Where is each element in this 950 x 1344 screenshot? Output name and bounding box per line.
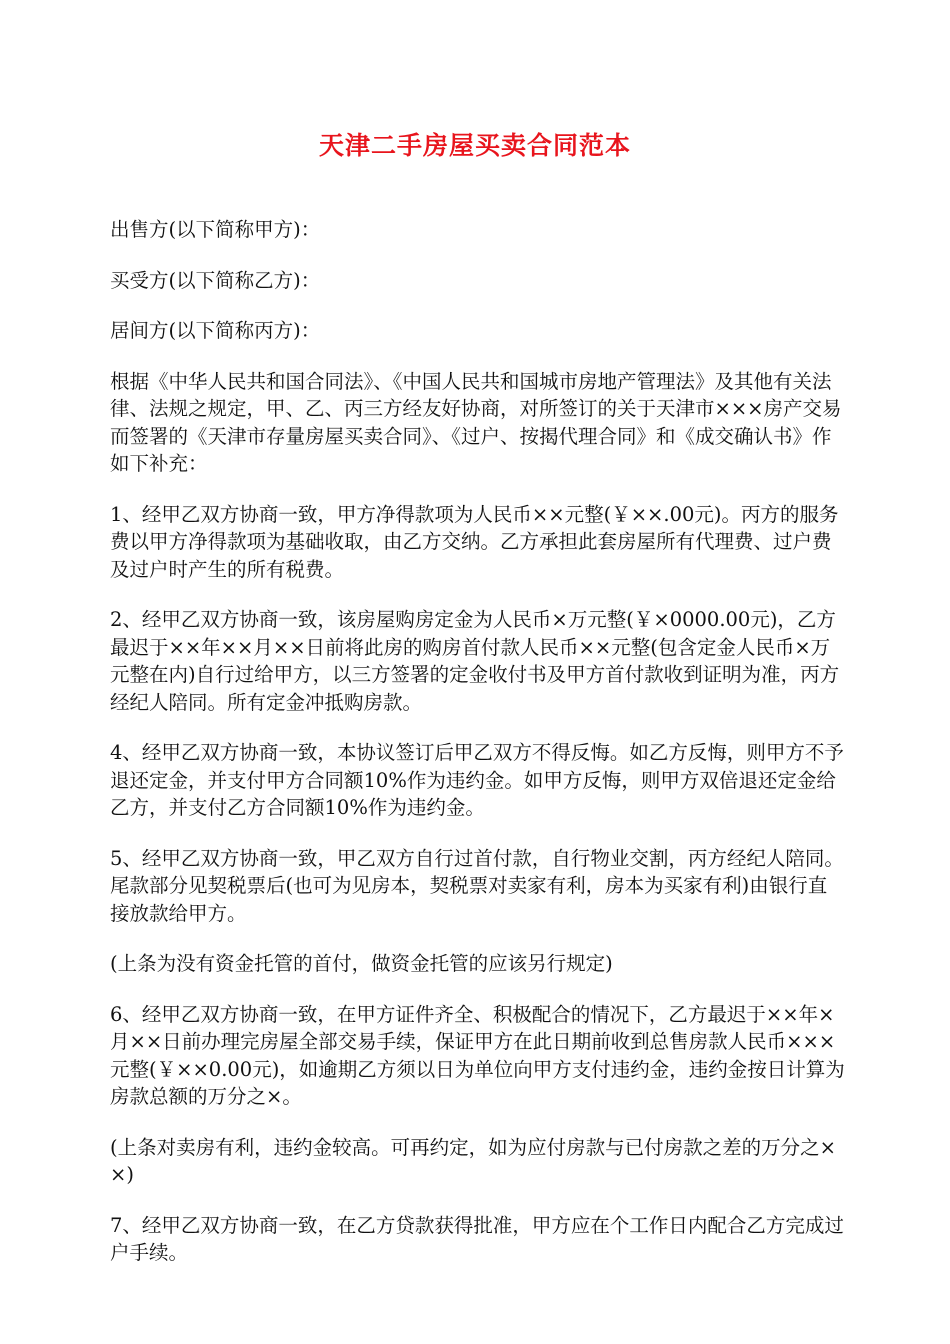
clause-1: 1、经甲乙双方协商一致，甲方净得款项为人民币××元整(￥××.00元)。丙方的服务费以甲方净得款项为基础收取，由乙方交纳。乙方承担此套房屋所有代理费、过户费及过户时产生的所有税费。 bbox=[110, 502, 839, 581]
clause-6: 6、经甲乙双方协商一致，在甲方证件齐全、积极配合的情况下，乙方最迟于××年×月××日前办理完房屋全部交易手续，保证甲方在此日期前收到总售房款人民币×××元整(￥××0.00元)，如逾期乙方须以日为单位向甲方支付违约金，违约金按日计算为房款总额的万分之×。 bbox=[110, 1002, 845, 1108]
party-broker-line: 居间方(以下简称丙方)： bbox=[110, 319, 321, 342]
document-title: 天津二手房屋买卖合同范本 bbox=[318, 131, 631, 160]
clause-2: 2、经甲乙双方协商一致，该房屋购房定金为人民币×万元整(￥×0000.00元)，乙方最迟于××年××月××日前将此房的购房首付款人民币××元整(包含定金人民币×万元整在内)自行过给甲方，以三方签署的定金收付书及甲方首付款收到证明为准，丙方经纪人陪同。所有定金冲抵购房款。 bbox=[110, 608, 840, 714]
clause-4: 4、经甲乙双方协商一致，本协议签订后甲乙双方不得反悔。如乙方反悔，则甲方不予退还定金，并支付甲方合同额10%作为违约金。如甲方反悔，则甲方双倍退还定金给乙方，并支付乙方合同额10%作为违约金。 bbox=[110, 741, 844, 819]
preamble-paragraph: 根据《中华人民共和国合同法》、《中国人民共和国城市房地产管理法》及其他有关法律、法规之规定，甲、乙、丙三方经友好协商，对所签订的关于天津市×××房产交易而签署的《天津市存量房屋买卖合同》、《过户、按揭代理合同》和《成交确认书》作如下补充： bbox=[110, 369, 842, 475]
party-seller-line: 出售方(以下简称甲方)： bbox=[110, 218, 321, 241]
note-penalty: (上条对卖房有利，违约金较高。可再约定，如为应付房款与已付房款之差的万分之××) bbox=[110, 1135, 836, 1186]
clause-7: 7、经甲乙双方协商一致，在乙方贷款获得批准，甲方应在个工作日内配合乙方完成过户手续。 bbox=[110, 1213, 844, 1264]
note-escrow: (上条为没有资金托管的首付，做资金托管的应该另行规定) bbox=[110, 952, 613, 975]
clause-5: 5、经甲乙双方协商一致，甲乙双方自行过首付款，自行物业交割，丙方经纪人陪同。尾款部分见契税票后(也可为见房本，契税票对卖家有利，房本为买家有利)由银行直接放款给甲方。 bbox=[110, 846, 844, 925]
document-body bbox=[110, 216, 845, 1290]
party-buyer-line: 买受方(以下简称乙方)： bbox=[110, 268, 321, 292]
